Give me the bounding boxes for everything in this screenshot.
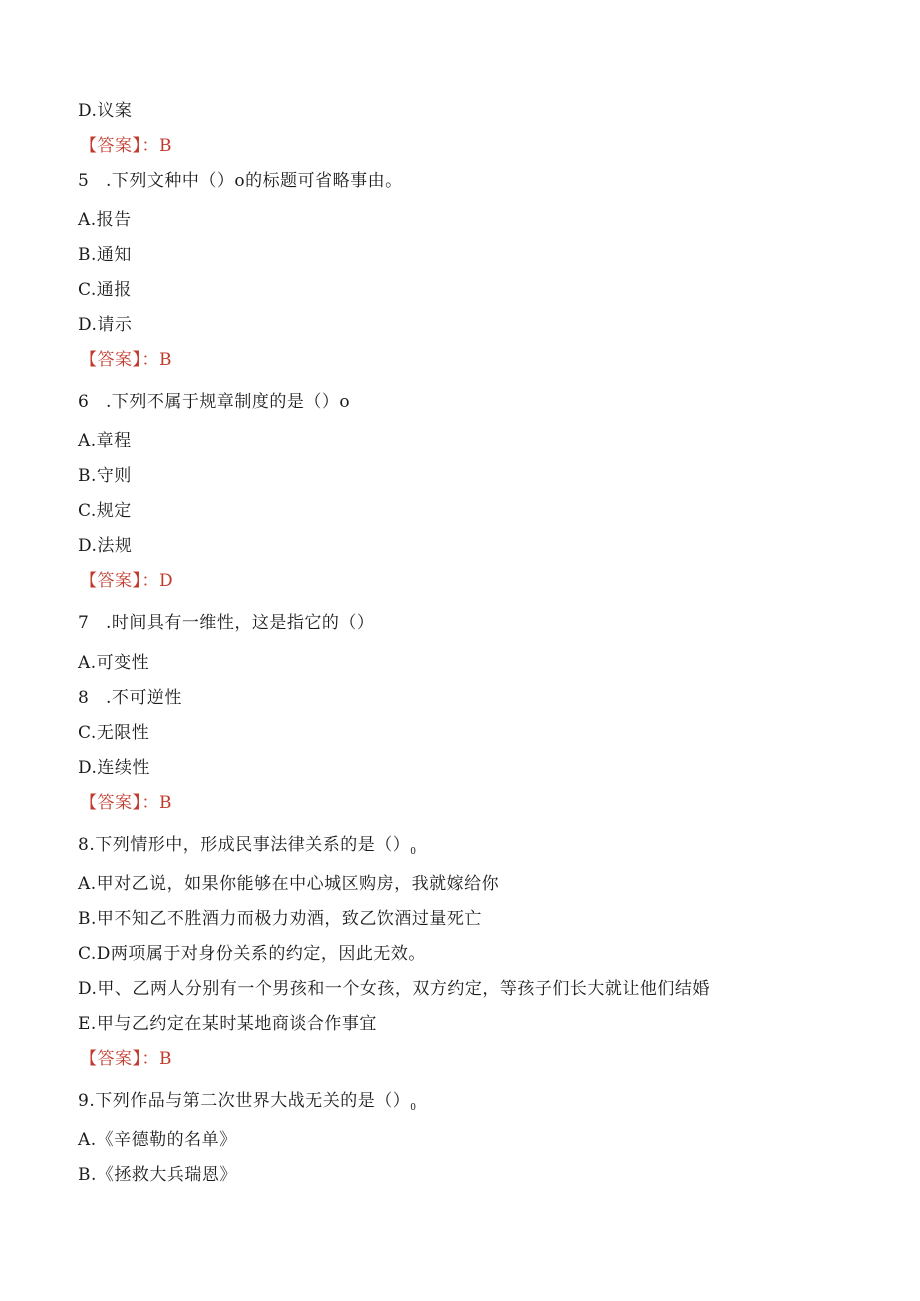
option-line: A.可变性 xyxy=(78,653,150,673)
question-line: 8 .不可逆性 xyxy=(78,688,182,708)
question-line: 5 .下列文种中（）o的标题可省略事由。 xyxy=(78,171,403,191)
answer-line: 【答案】：B xyxy=(80,1049,172,1069)
option-line: B.甲不知乙不胜酒力而极力劝酒，致乙饮酒过量死亡 xyxy=(78,909,482,929)
question-line: 7 .时间具有一维性，这是指它的（） xyxy=(78,613,375,633)
option-line: B.守则 xyxy=(78,466,132,486)
option-line: B.《拯救大兵瑞恩》 xyxy=(78,1165,237,1185)
question-line: 9.下列作品与第二次世界大战无关的是$()_0$ xyxy=(78,1091,417,1113)
option-line: D.法规 xyxy=(78,536,133,556)
option-line: A.报告 xyxy=(78,210,132,230)
answer-line: 【答案】：D xyxy=(80,571,174,591)
option-line: C.通报 xyxy=(78,280,132,300)
option-line: C.规定 xyxy=(78,501,132,521)
option-line: D.连续性 xyxy=(78,758,150,778)
option-line: A.甲对乙说，如果你能够在中心城区购房，我就嫁给你 xyxy=(78,874,500,894)
option-line: E.甲与乙约定在某时某地商谈合作事宜 xyxy=(78,1014,377,1034)
option-line: C.D两项属于对身份关系的约定，因此无效。 xyxy=(78,944,426,964)
question-line: 8.下列情形中，形成民事法律关系的是$()_0$ xyxy=(78,835,417,857)
option-line: D.请示 xyxy=(78,315,133,335)
option-line: C.无限性 xyxy=(78,723,150,743)
option-line: D.议案 xyxy=(78,101,133,121)
answer-line: 【答案】：B xyxy=(80,793,172,813)
question-line: 6 .下列不属于规章制度的是（）o xyxy=(78,392,351,412)
answer-line: 【答案】：B xyxy=(80,136,172,156)
option-line: D.甲、乙两人分别有一个男孩和一个女孩，双方约定，等孩子们长大就让他们结婚 xyxy=(78,979,710,999)
answer-line: 【答案】：B xyxy=(80,350,172,370)
option-line: A.《辛德勒的名单》 xyxy=(78,1130,237,1150)
option-line: B.通知 xyxy=(78,245,132,265)
option-line: A.章程 xyxy=(78,431,132,451)
